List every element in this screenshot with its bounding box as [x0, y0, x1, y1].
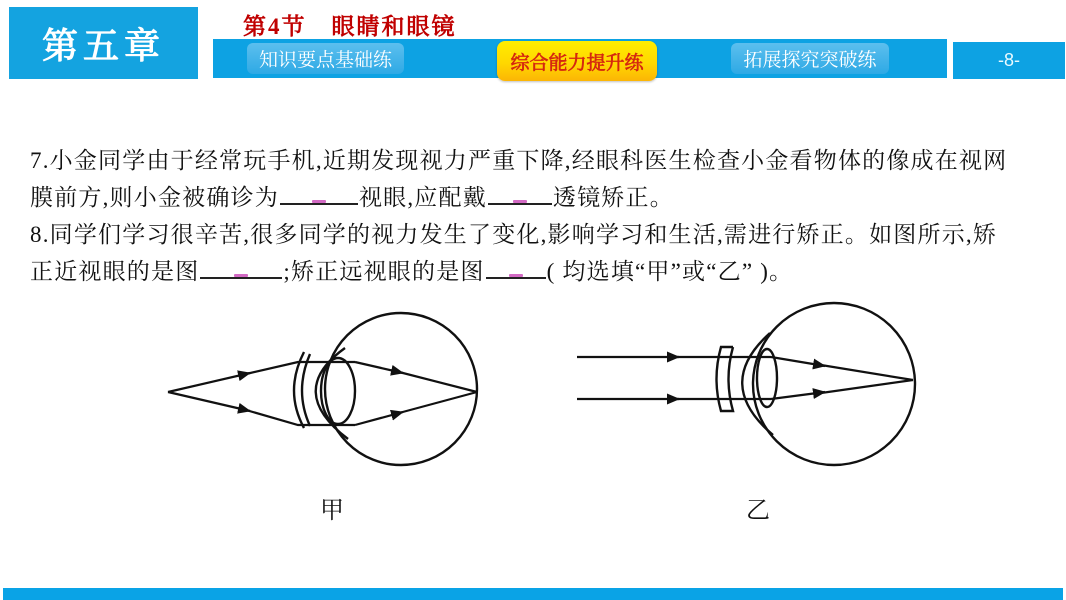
light-ray	[168, 392, 250, 411]
question-7-line-2-text-a: 膜前方,则小金被确诊为	[30, 185, 279, 210]
question-7-line-2	[30, 179, 674, 212]
page-number: -8-	[998, 50, 1020, 70]
question-7-line-2-text-b: 视眼,应配戴	[358, 185, 487, 210]
answer-blank-q8-1	[200, 257, 282, 279]
answer-blank-q8-2	[486, 257, 546, 279]
eye-diagram-jia	[158, 296, 488, 476]
eye-diagram-yi	[573, 296, 923, 476]
light-ray	[246, 362, 355, 374]
tab-extend-practice-label: 拓展探究突破练	[743, 50, 877, 71]
question-8-line-2	[30, 253, 793, 286]
question-8-line-2-text-a: 正近视眼的是图	[30, 259, 200, 284]
light-ray	[821, 365, 913, 380]
tab-comprehensive-practice-label: 综合能力提升练	[510, 52, 644, 74]
light-ray	[399, 392, 477, 413]
answer-hint-mark	[513, 200, 527, 203]
answer-blank-q7-1	[280, 183, 358, 205]
figure-label-yi: 乙	[746, 498, 771, 524]
corrective-lens-inner-arc	[302, 354, 310, 426]
bottom-decorative-bar	[3, 588, 1063, 600]
light-ray	[399, 372, 477, 392]
page-number-badge	[953, 42, 1065, 79]
question-7-line-2-text-c: 透镜矫正。	[552, 185, 674, 210]
question-8-line-1: 8.同学们学习很辛苦,很多同学的视力发生了变化,影响学习和生活,需进行矫正。如图所示,矫	[30, 222, 998, 247]
answer-hint-mark	[509, 274, 523, 277]
answer-hint-mark	[312, 200, 326, 203]
chapter-title: 第五章	[41, 24, 165, 66]
light-ray	[771, 357, 825, 366]
answer-hint-mark	[234, 274, 248, 277]
answer-blank-q7-2	[488, 183, 552, 205]
tab-basic-practice-label: 知识要点基础练	[258, 50, 392, 71]
tab-comprehensive-practice[interactable]	[497, 41, 657, 81]
question-7-line-1: 7.小金同学由于经常玩手机,近期发现视力严重下降,经眼科医生检查小金看物体的像成在视网	[30, 148, 1008, 173]
chapter-banner	[9, 7, 198, 79]
eyeball-outline	[325, 313, 477, 465]
section-title: 第4节 眼睛和眼镜	[243, 14, 457, 39]
question-8-line-2-text-b: ;矫正远视眼的是图	[283, 259, 485, 284]
light-ray	[771, 392, 825, 399]
light-ray	[168, 373, 250, 392]
tab-extend-practice[interactable]	[731, 43, 889, 74]
light-ray	[355, 362, 403, 373]
figure-label-jia: 甲	[320, 498, 345, 524]
light-ray	[355, 412, 403, 425]
question-8-line-2-text-c: ( 均选填“甲”或“乙” )。	[546, 259, 794, 284]
light-ray	[821, 380, 913, 393]
tab-basic-practice[interactable]	[247, 43, 404, 74]
